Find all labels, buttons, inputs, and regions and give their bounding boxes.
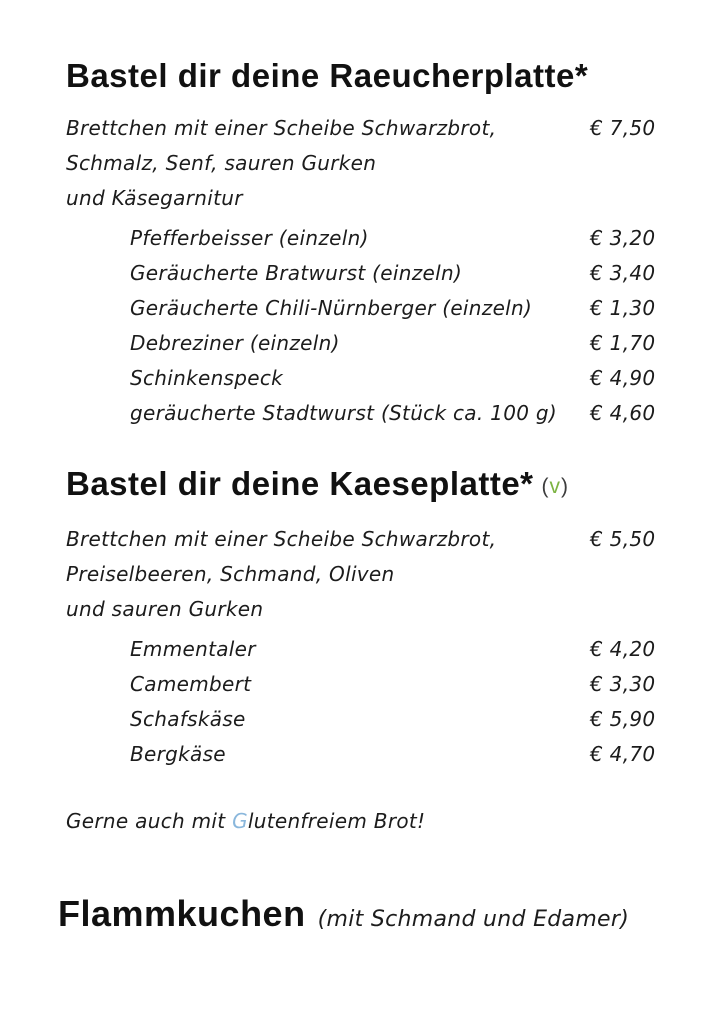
menu-item-row — [66, 361, 666, 396]
menu-item-label: Pfefferbeisser (einzeln) — [130, 226, 369, 250]
section-title-kaeseplatte — [66, 464, 666, 507]
intro-line — [66, 557, 666, 592]
section-kaeseplatte — [66, 464, 666, 772]
intro-price: € 7,50 — [590, 116, 656, 140]
intro-price: € 5,50 — [590, 527, 656, 551]
menu-item-row — [66, 632, 666, 667]
menu-item-price: € 3,20 — [590, 226, 656, 250]
intro-line — [66, 146, 666, 181]
menu-item-price: € 1,70 — [590, 331, 656, 355]
flammkuchen-heading — [58, 893, 666, 941]
section-intro — [66, 522, 666, 627]
menu-item-row — [66, 221, 666, 256]
menu-item-row — [66, 256, 666, 291]
menu-item-row — [66, 702, 666, 737]
menu-item-label: Geräucherte Bratwurst (einzeln) — [130, 261, 463, 285]
menu-item-row — [66, 396, 666, 431]
note-highlight-g: G — [232, 809, 248, 833]
badge-paren-close: ) — [561, 475, 570, 498]
menu-item-price: € 4,20 — [590, 637, 656, 661]
section-items — [66, 632, 666, 772]
menu-item-row — [66, 737, 666, 772]
flammkuchen-title: Flammkuchen — [58, 893, 306, 934]
section-title-raeucherplatte — [66, 56, 666, 96]
intro-line-text: Brettchen mit einer Scheibe Schwarzbrot, — [66, 116, 497, 140]
note-prefix: Gerne auch mit — [66, 809, 233, 833]
gluten-free-note — [66, 806, 666, 836]
section-items — [66, 221, 666, 431]
section-intro — [66, 111, 666, 216]
menu-item-label: Bergkäse — [130, 742, 226, 766]
intro-line-text: und sauren Gurken — [66, 597, 264, 621]
menu-item-label: Schinkenspeck — [130, 366, 284, 390]
menu-item-price: € 1,30 — [590, 296, 656, 320]
menu-item-price: € 4,70 — [590, 742, 656, 766]
intro-line — [66, 522, 666, 557]
vegetarian-v: v — [549, 475, 562, 498]
intro-line-text: Preiselbeeren, Schmand, Oliven — [66, 562, 395, 586]
menu-item-label: Debreziner (einzeln) — [130, 331, 340, 355]
badge-paren-open: ( — [541, 475, 550, 498]
menu-item-label: geräucherte Stadtwurst (Stück ca. 100 g) — [130, 401, 558, 425]
menu-item-price: € 5,90 — [590, 707, 656, 731]
section-raeucherplatte — [66, 56, 666, 431]
intro-line — [66, 592, 666, 627]
menu-item-label: Schafskäse — [130, 707, 246, 731]
menu-item-label: Geräucherte Chili-Nürnberger (einzeln) — [130, 296, 533, 320]
section-title-text: Bastel dir deine Kaeseplatte* — [66, 465, 534, 502]
flammkuchen-subtitle: (mit Schmand und Edamer) — [317, 907, 630, 932]
menu-item-label: Emmentaler — [130, 637, 256, 661]
intro-line-text: Brettchen mit einer Scheibe Schwarzbrot, — [66, 527, 497, 551]
menu-item-price: € 3,40 — [590, 261, 656, 285]
menu-item-row — [66, 291, 666, 326]
menu-item-price: € 4,60 — [590, 401, 656, 425]
intro-line-text: Schmalz, Senf, sauren Gurken — [66, 151, 377, 175]
note-rest: lutenfreiem Brot! — [247, 809, 426, 833]
vegetarian-badge — [542, 475, 570, 498]
menu-item-price: € 3,30 — [590, 672, 656, 696]
menu-item-row — [66, 667, 666, 702]
menu-item-label: Camembert — [130, 672, 252, 696]
intro-line — [66, 181, 666, 216]
menu-item-price: € 4,90 — [590, 366, 656, 390]
section-title-text: Bastel dir deine Raeucherplatte* — [66, 57, 589, 94]
intro-line — [66, 111, 666, 146]
intro-line-text: und Käsegarnitur — [66, 186, 243, 210]
menu-item-row — [66, 326, 666, 361]
